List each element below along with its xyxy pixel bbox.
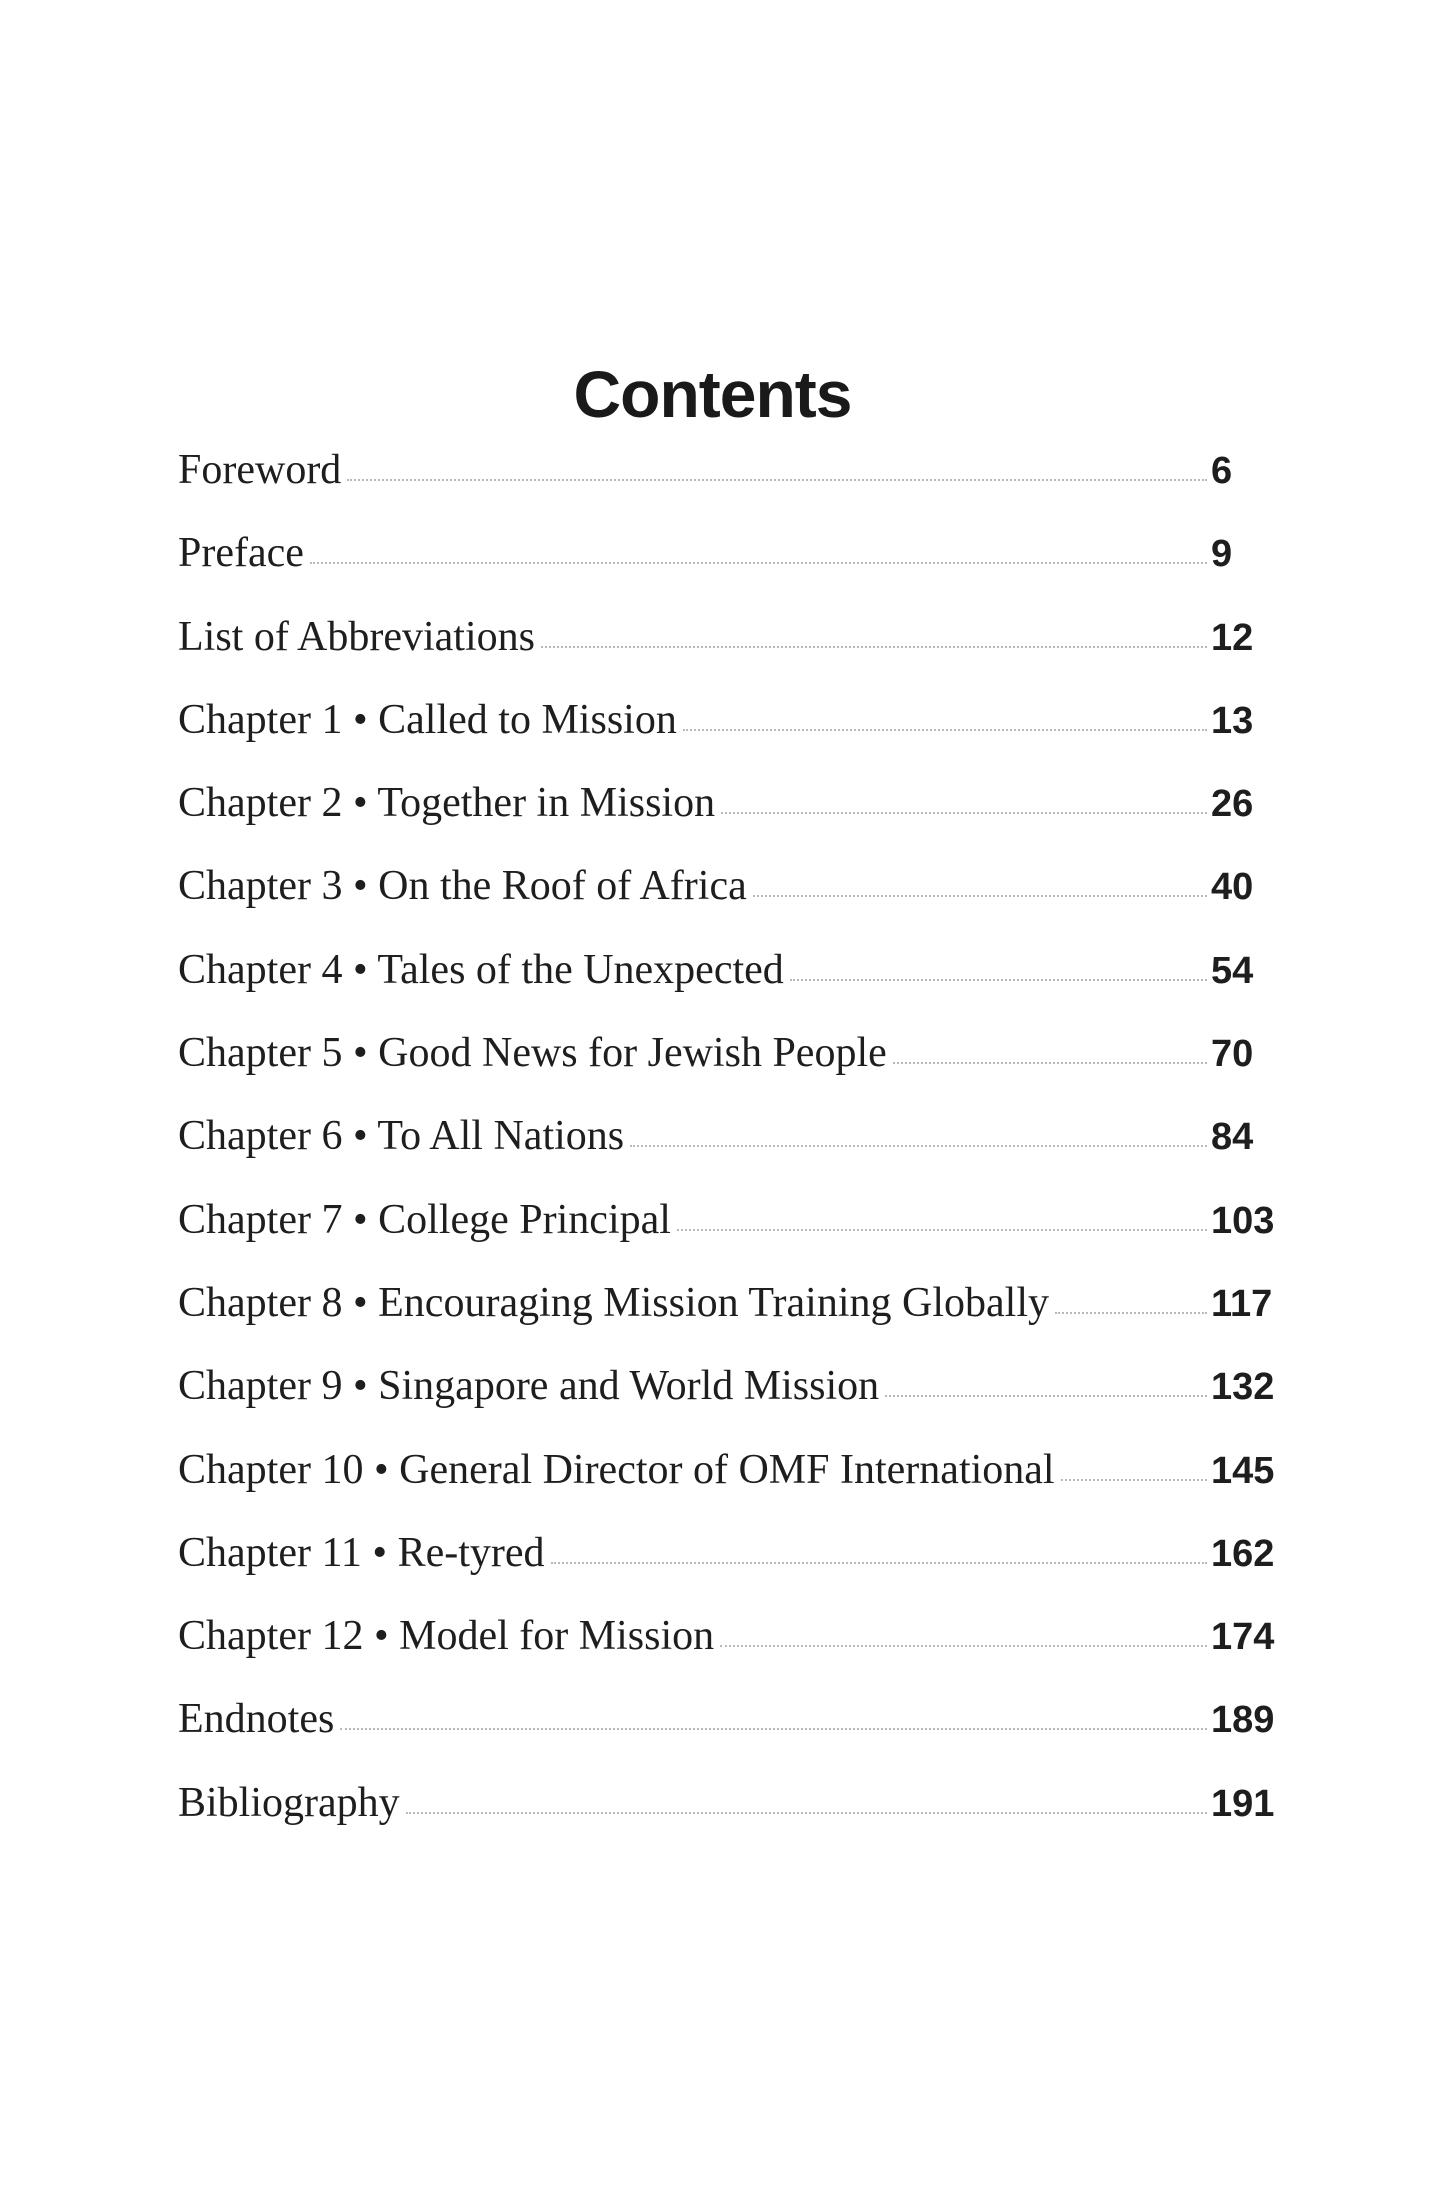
toc-entry-page-number: 191: [1211, 1782, 1275, 1825]
toc-entry: [178, 1612, 1273, 1695]
toc-entry-page-number: 12: [1211, 616, 1254, 659]
toc-entry-title: Chapter 2 • Together in Mission: [178, 780, 716, 827]
toc-entry-title: Chapter 1 • Called to Mission: [178, 696, 677, 743]
toc-entry-page-number: 103: [1211, 1199, 1275, 1242]
dot-leader: [310, 562, 1207, 564]
dot-leader: [677, 1229, 1207, 1231]
toc-entry-page-number: 132: [1211, 1366, 1275, 1409]
toc-entry: [178, 862, 1273, 945]
dot-leader: [340, 1728, 1207, 1730]
toc-entry: [178, 1529, 1273, 1612]
toc-entry-page-number: 54: [1211, 949, 1254, 992]
dot-leader: [720, 1645, 1207, 1647]
dot-leader: [1061, 1479, 1207, 1481]
toc-entry: [178, 1779, 1273, 1862]
dot-leader: [541, 646, 1207, 648]
toc-entry-title: Chapter 11 • Re-tyred: [178, 1529, 545, 1576]
toc-entry: [178, 696, 1273, 779]
toc-entry: [178, 1695, 1273, 1778]
toc-entry-title: Chapter 12 • Model for Mission: [178, 1613, 715, 1660]
toc-entry: [178, 446, 1273, 529]
toc-entry: [178, 1112, 1273, 1195]
toc-entry: [178, 1029, 1273, 1112]
dot-leader: [630, 1145, 1207, 1147]
dot-leader: [753, 895, 1207, 897]
toc-entry-page-number: 40: [1211, 866, 1254, 909]
toc-entry-page-number: 189: [1211, 1699, 1275, 1742]
dot-leader: [885, 1395, 1207, 1397]
toc-entry: [178, 613, 1273, 696]
dot-leader: [683, 729, 1207, 731]
toc-entry-title: Chapter 7 • College Principal: [178, 1196, 671, 1243]
toc-entry-page-number: 13: [1211, 699, 1254, 742]
toc-entry-page-number: 9: [1211, 533, 1233, 576]
toc-entry-title: Chapter 9 • Singapore and World Mission: [178, 1363, 880, 1410]
toc-entry-page-number: 174: [1211, 1616, 1275, 1659]
toc-entry: [178, 946, 1273, 1029]
page-title: Contents: [573, 357, 852, 432]
toc-entry: [178, 1446, 1273, 1529]
dot-leader: [406, 1812, 1207, 1814]
toc-entry-title: Endnotes: [178, 1696, 335, 1743]
toc-entry-page-number: 70: [1211, 1033, 1254, 1076]
toc-entry-title: Chapter 10 • General Director of OMF International: [178, 1446, 1055, 1493]
dot-leader: [790, 979, 1207, 981]
toc-entry-page-number: 162: [1211, 1532, 1275, 1575]
dot-leader: [1055, 1312, 1207, 1314]
dot-leader: [721, 812, 1207, 814]
dot-leader: [551, 1562, 1207, 1564]
toc-entry-page-number: 84: [1211, 1116, 1254, 1159]
dot-leader: [893, 1062, 1207, 1064]
toc-entry-title: Chapter 4 • Tales of the Unexpected: [178, 946, 784, 993]
toc-entry-title: List of Abbreviations: [178, 613, 535, 660]
toc-entry-title: Chapter 6 • To All Nations: [178, 1113, 625, 1160]
toc-entry: [178, 779, 1273, 862]
dot-leader: [347, 479, 1207, 481]
toc-entry: [178, 1196, 1273, 1279]
toc-entry-title: Chapter 5 • Good News for Jewish People: [178, 1030, 887, 1077]
table-of-contents: [178, 446, 1273, 1862]
toc-entry-title: Preface: [178, 530, 304, 577]
toc-entry-title: Chapter 3 • On the Roof of Africa: [178, 863, 747, 910]
toc-entry-title: Foreword: [178, 447, 342, 493]
toc-entry-page-number: 117: [1211, 1282, 1273, 1325]
toc-entry: [178, 1279, 1273, 1362]
toc-entry: [178, 1362, 1273, 1445]
toc-entry-page-number: 145: [1211, 1449, 1275, 1492]
toc-entry-page-number: 26: [1211, 783, 1254, 826]
toc-entry: [178, 529, 1273, 612]
toc-entry-title: Bibliography: [178, 1779, 400, 1826]
toc-entry-page-number: 6: [1211, 450, 1233, 492]
toc-entry-title: Chapter 8 • Encouraging Mission Training Globally: [178, 1279, 1049, 1326]
